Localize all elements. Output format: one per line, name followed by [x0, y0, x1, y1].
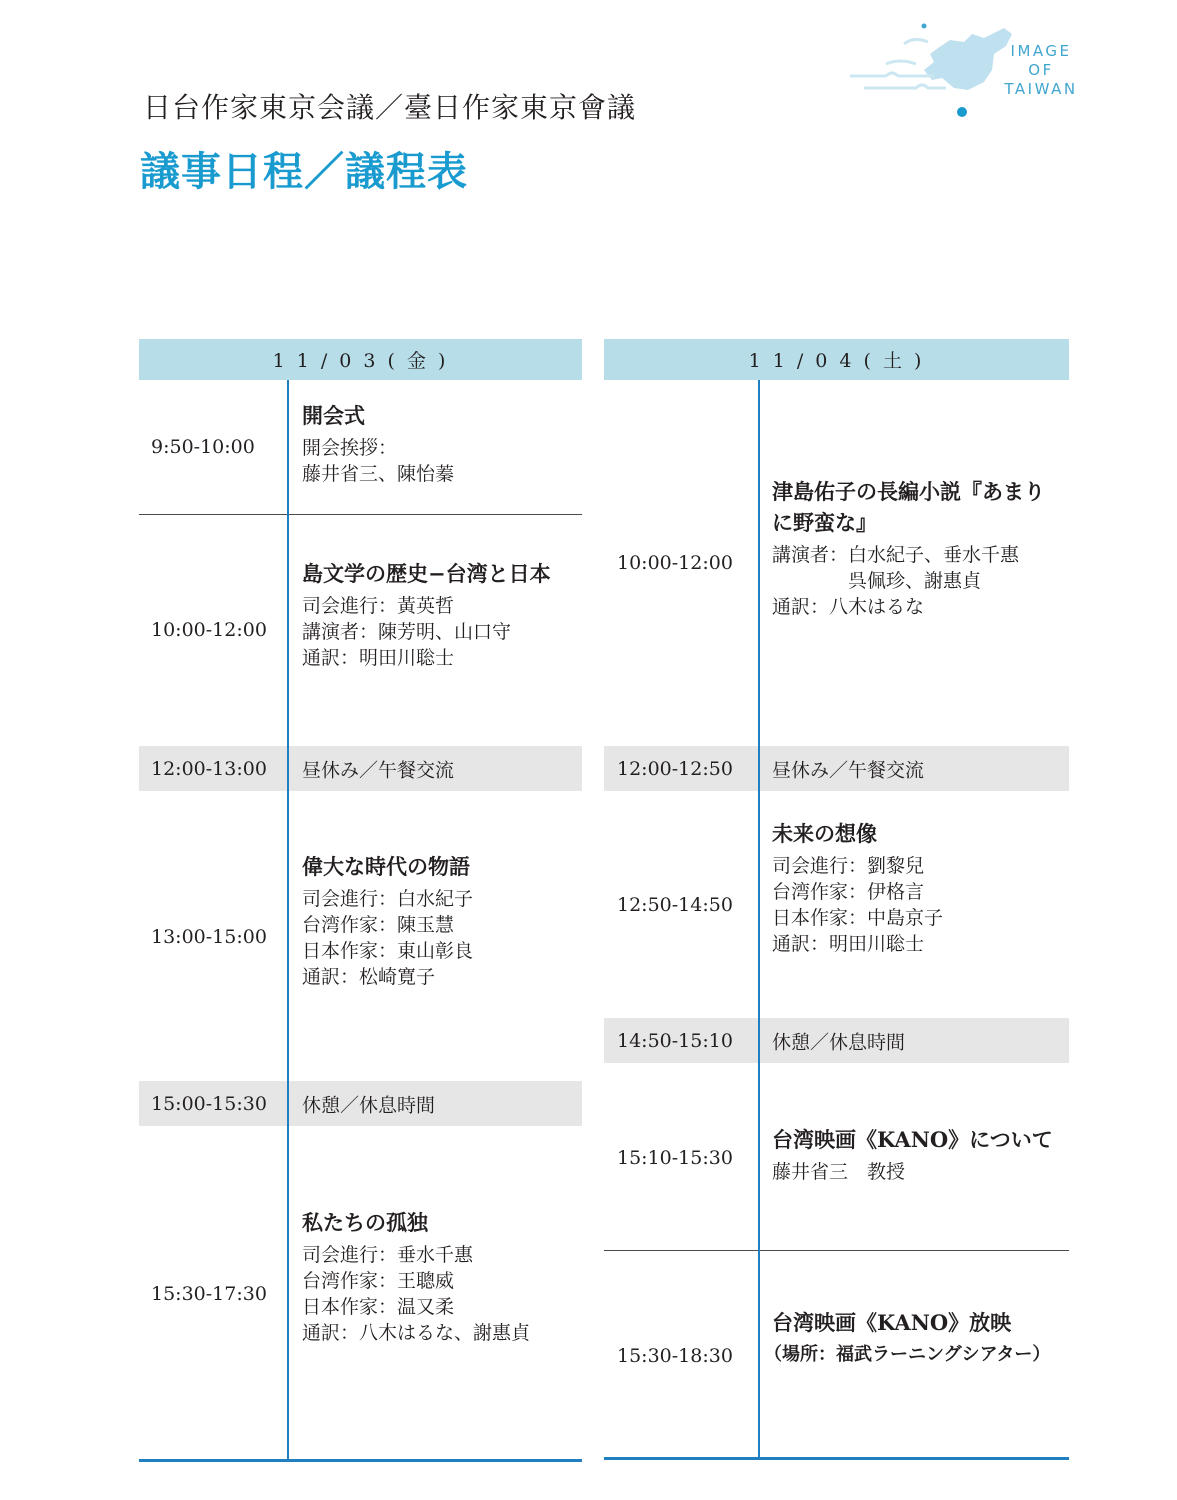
session-time: 10:00-12:00: [617, 552, 733, 574]
session-time: 15:10-15:30: [617, 1147, 733, 1169]
session-detail: 通訳：八木はるな: [772, 596, 925, 618]
session-detail: 日本作家：中島京子: [772, 907, 944, 929]
session-block: [772, 1124, 1053, 1185]
session-detail: 通訳：明田川聡士: [302, 647, 455, 669]
session-detail: 講演者：白水紀子、垂水千惠: [772, 544, 1020, 566]
session-title: 島文学の歴史−台湾と日本: [302, 561, 551, 586]
break-label: 昼休み／午餐交流: [302, 759, 455, 782]
session-detail: （場所：福武ラーニングシアター）: [764, 1344, 1051, 1365]
logo-text-of: OF: [1028, 61, 1054, 79]
day2-bottom-rule: [604, 1457, 1069, 1460]
session-time: 12:00-12:50: [617, 758, 733, 780]
session-block: [302, 851, 473, 990]
session-detail: 講演者：陳芳明、山口守: [302, 621, 512, 643]
session-time: 15:30-17:30: [151, 1283, 267, 1305]
logo-text-taiwan: TAIWAN: [1004, 80, 1078, 98]
session-detail: 呉佩珍、謝惠貞: [772, 570, 982, 592]
break-label: 昼休み／午餐交流: [772, 759, 925, 782]
session-detail: 開会挨拶：: [302, 437, 398, 459]
session-detail: 通訳：明田川聡士: [772, 933, 925, 955]
logo-text-image: IMAGE: [1010, 42, 1072, 60]
break-label: 休憩／休息時間: [772, 1031, 906, 1054]
page-subtitle: 議事日程／議程表: [140, 148, 468, 195]
session-detail: 司会進行：白水紀子: [302, 888, 474, 910]
day1-column-rule: [287, 380, 289, 1460]
session-block: [302, 558, 551, 671]
session-title: 台湾映画《KANO》について: [772, 1127, 1053, 1152]
session-title: 私たちの孤独: [302, 1210, 428, 1235]
session-time: 13:00-15:00: [151, 926, 267, 948]
session-title: 開会式: [302, 403, 365, 428]
session-title-continued: に野蛮な』: [772, 510, 877, 535]
session-detail: 司会進行：垂水千惠: [302, 1244, 474, 1266]
day1-bottom-rule: [139, 1459, 582, 1462]
day1-header: 1 1 / 0 3 ( 金 ): [139, 339, 582, 380]
session-detail: 藤井省三、陳怡蓁: [302, 463, 455, 485]
session-block: [772, 476, 1045, 620]
session-detail: 台湾作家：王聰威: [302, 1270, 455, 1292]
session-block: [302, 1207, 530, 1346]
session-title: 津島佑子の長編小説『あまり: [772, 479, 1045, 504]
break-label: 休憩／休息時間: [302, 1094, 436, 1117]
session-block: [302, 400, 454, 487]
divider: [604, 1250, 1069, 1251]
day2-header: 1 1 / 0 4 ( 土 ): [604, 339, 1069, 380]
session-detail: 藤井省三 教授: [772, 1161, 906, 1183]
session-detail: 日本作家：東山彰良: [302, 940, 474, 962]
day2-column-rule: [758, 380, 760, 1458]
session-time: 12:50-14:50: [617, 894, 733, 916]
session-detail: 司会進行：劉黎兒: [772, 855, 925, 877]
session-time: 15:30-18:30: [617, 1345, 733, 1367]
page-title: 日台作家東京会議／臺日作家東京會議: [143, 91, 637, 124]
session-title: 偉大な時代の物語: [302, 854, 470, 879]
session-block: [764, 1307, 1050, 1368]
session-time: 12:00-13:00: [151, 758, 267, 780]
session-detail: 通訳：松崎寛子: [302, 966, 436, 988]
divider: [139, 514, 582, 515]
session-detail: 台湾作家：伊格言: [772, 881, 925, 903]
session-title: 未来の想像: [772, 821, 877, 846]
session-detail: 通訳：八木はるな、謝惠貞: [302, 1322, 531, 1344]
session-detail: 司会進行：黃英哲: [302, 595, 455, 617]
session-time: 10:00-12:00: [151, 619, 267, 641]
session-block: [772, 818, 943, 957]
session-time: 14:50-15:10: [617, 1030, 733, 1052]
session-title: 台湾映画《KANO》放映: [772, 1310, 1012, 1335]
session-detail: 台湾作家：陳玉慧: [302, 914, 455, 936]
session-time: 9:50-10:00: [151, 436, 255, 458]
session-time: 15:00-15:30: [151, 1093, 267, 1115]
session-detail: 日本作家：温又柔: [302, 1296, 455, 1318]
